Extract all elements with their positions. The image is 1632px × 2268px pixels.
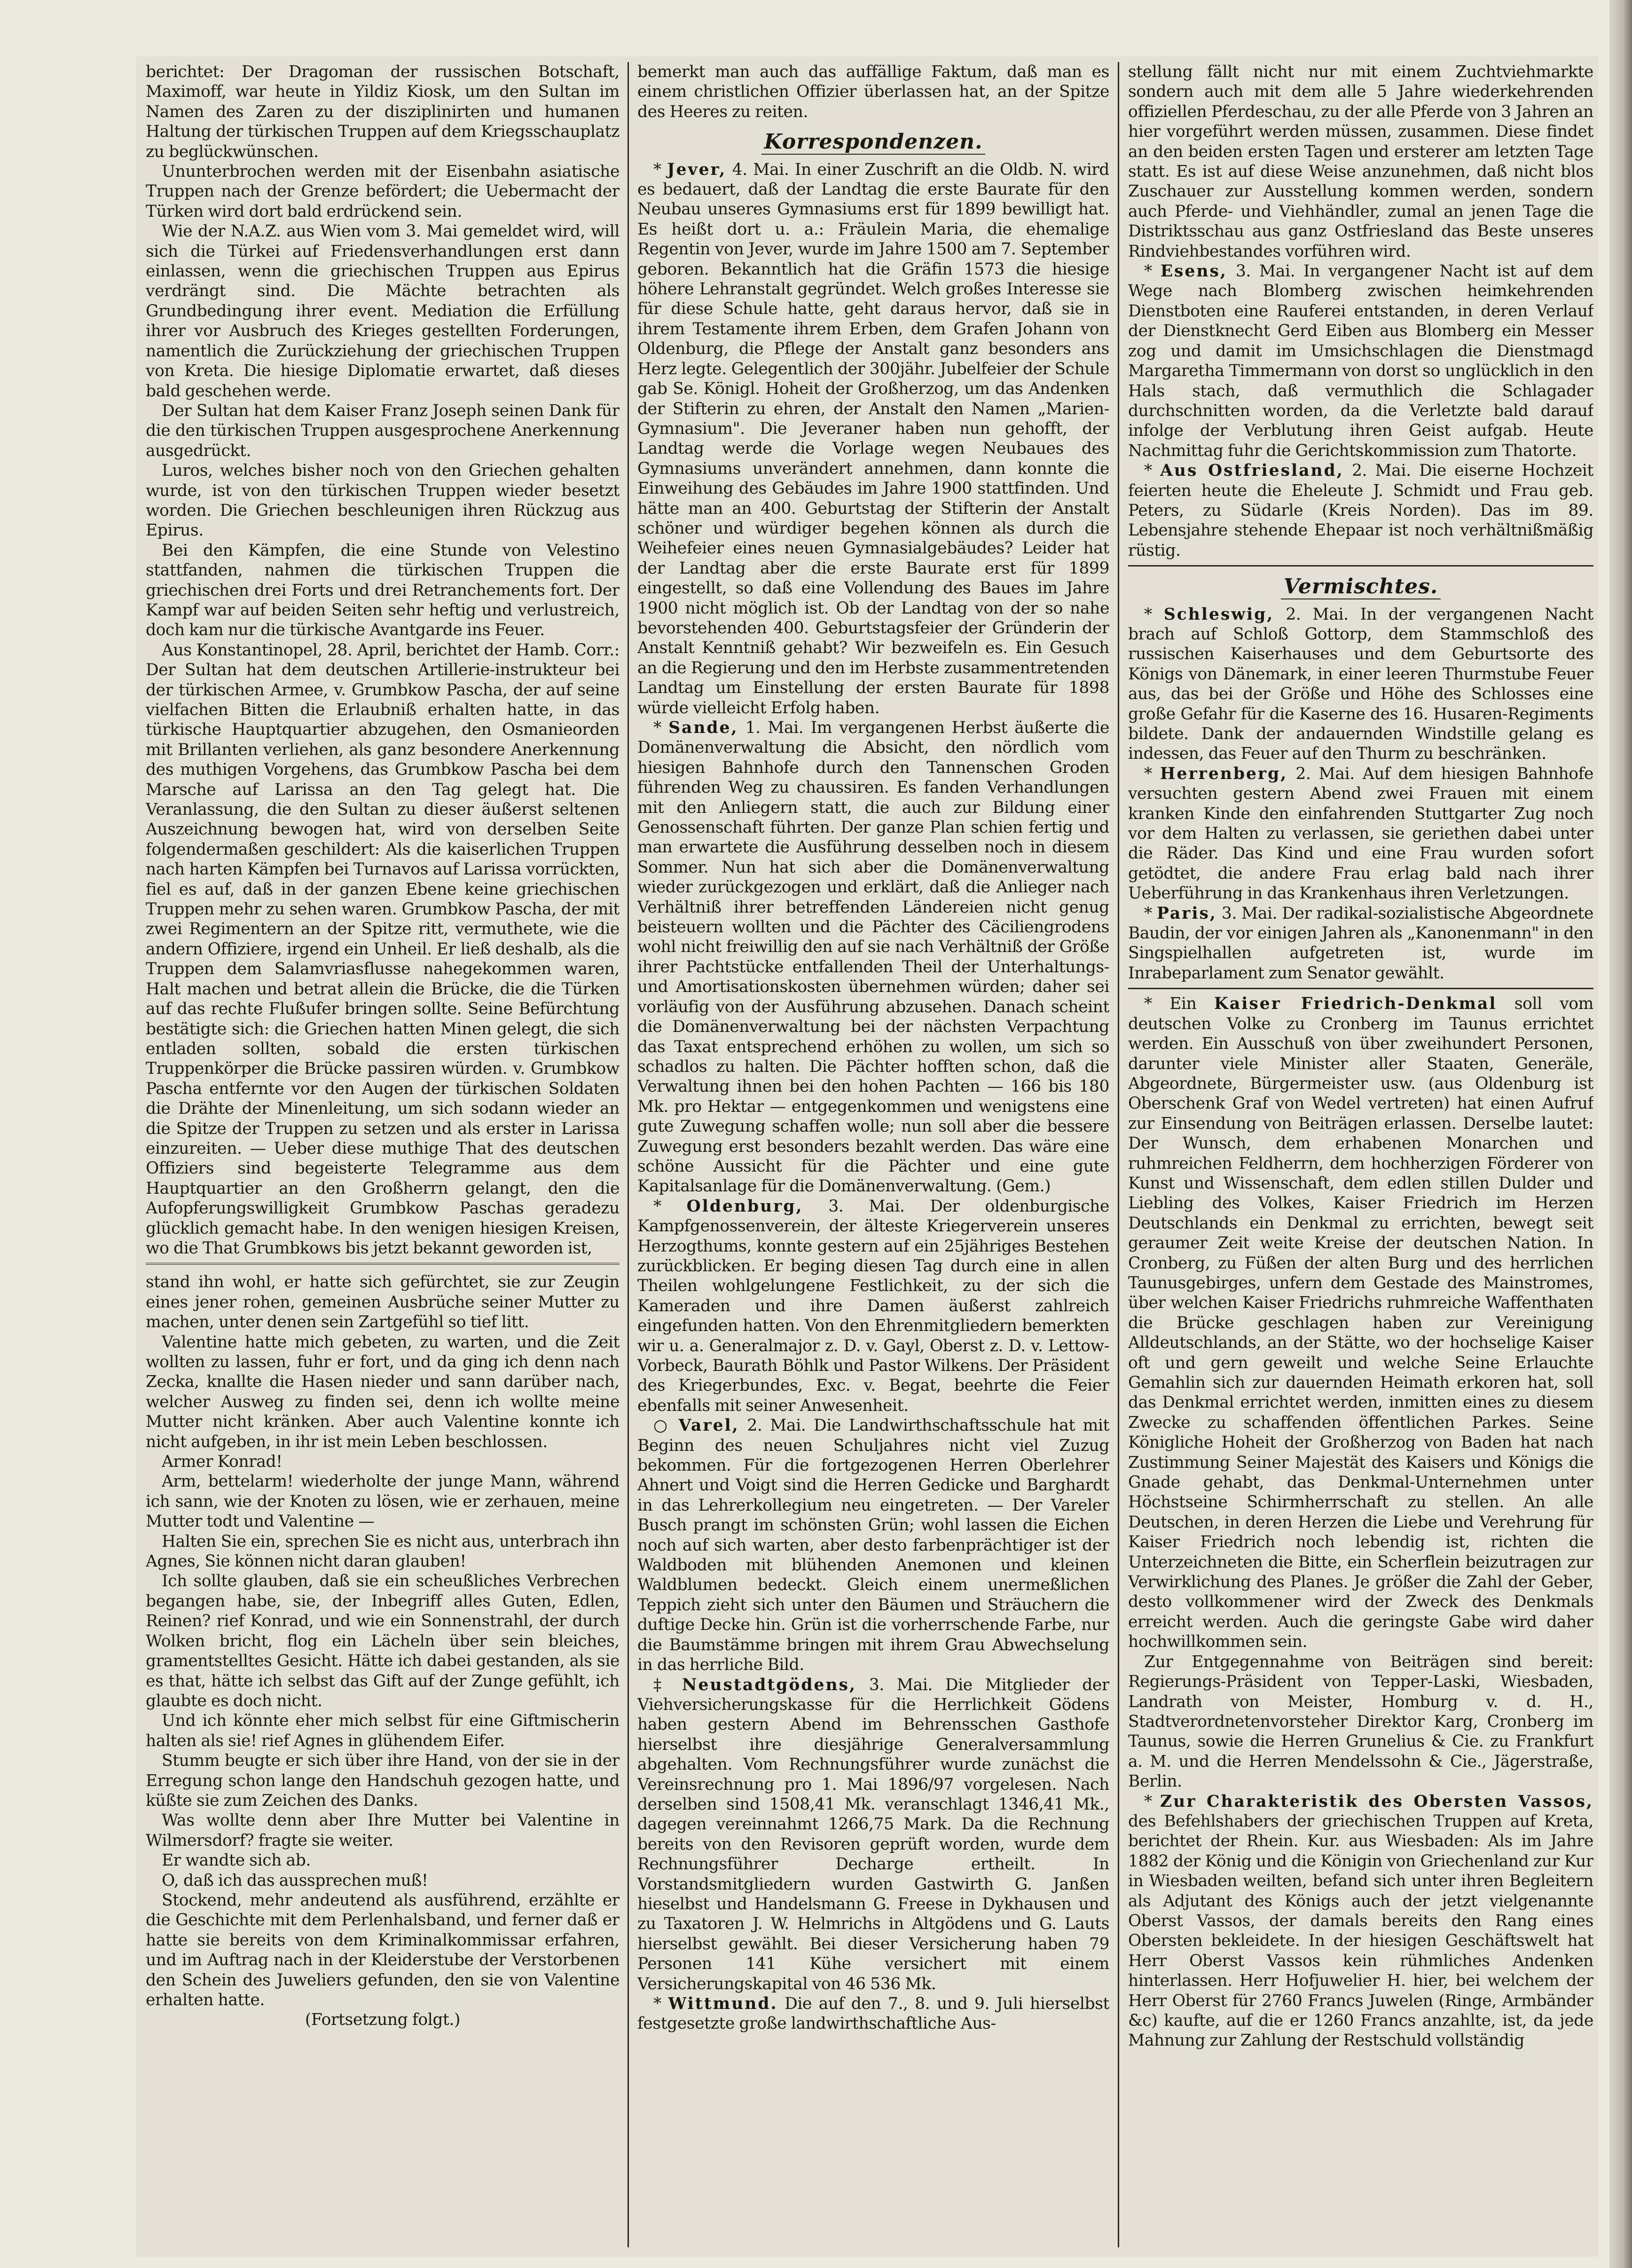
report-esens: * Esens, 3. Mai. In vergangener Nacht ist auf dem Wege nach Blomberg zwischen heimkehrenden Dienstboten eine Rauferei entstanden, in deren Verlauf der Dienstknecht Gerd Eiben aus Blomberg ein Messer zog und damit im Umsichschlagen die Dienstmagd Margaretha Timmermann von dorst so unglücklich in den Hals stach, daß vermuthlich die Schlagader durchschnitten worden, da die Verletzte bald darauf infolge der Verblutung ihren Geist aufgab. Heute Nachmittag fuhr die Gerichtskommission zum Thatorte. [1128,262,1593,460]
report-text: 2. Mai. In der vergangenen Nacht brach auf Schloß Gottorp, dem Stammschloß des russischen Kaiserhauses und dem Geburtsorte des Königs von Dänemark, in einer leeren Thurmstube Feuer aus, das bei der Größe und Höhe des Schlosses eine große Gefahr für die Kaserne des 16. Husaren-Regiments bildete. Dank der andauernden Windstille gelang es indessen, das Feuer auf den Thurm zu beschränken. [1128,605,1593,764]
report-text: 3. Mai. Der radikal-sozialistische Abgeordnete Baudin, der vor einigen Jahren als „Kanonenmann" in den Singspielhallen aufgetreten ist, wurde im Inrabeparlament zum Senator gewählt. [1128,904,1593,983]
dateline: Jever, [667,160,727,179]
feuilleton-paragraph: Was wollte denn aber Ihre Mutter bei Valentine in Wilmersdorf? fragte sie weiter. [146,1811,620,1850]
feuilleton-paragraph: Armer Konrad! [162,1452,282,1472]
feuilleton-paragraph: Und ich könnte eher mich selbst für eine Giftmischerin halten als sie! rief Agnes in glühendem Eifer. [146,1711,620,1750]
report-text: Ein [1169,994,1197,1014]
report-paris: * Paris, 3. Mai. Der radikal-sozialistische Abgeordnete Baudin, der vor einigen Jahren als „Kanonenmann" in den Singspielhallen aufgetreten ist, wurde im Inrabeparlament zum Senator gewählt. [1128,904,1593,983]
report-jever: * Jever, 4. Mai. In einer Zuschrift an die Oldb. N. wird es bedauert, daß der Landtag die erste Baurate für den Neubau unseres Gymnasiums erst für 1899 bewilligt hat. Es heißt dort u. a.: Fräulein Maria, die ehemalige Regentin von Jever, wurde im Jahre 1500 am 7. September geboren. Bekanntlich hat die Gräfin 1573 die hiesige höhere Lehranstalt gegründet. Welch großes Interesse sie für diese Schule hatte, geht daraus hervor, daß sie in ihrem Testamente ihrem Erben, dem Grafen Johann von Oldenburg, die Pflege der Anstalt ganz besonders ans Herz legte. Gelegentlich der 300jähr. Jubelfeier der Schule gab Se. Königl. Hoheit der Großherzog, um das Andenken der Stifterin zu ehren, der Anstalt den Namen „Marien-Gymnasium". Die Jeveraner haben nun gehofft, der Landtag werde die Vorlage wegen Neubaues des Gymnasiums unverändert annehmen, dann konnte die Einweihung des Gebäudes im Jahre 1900 stattfinden. Und hätte man an 400. Geburtstag der Stifterin der Anstalt schöner und würdiger begehen können als durch die Weihefeier eines neuen Gymnasialgebäudes? Leider hat der Landtag aber die erste Baurate erst für 1899 eingestellt, so daß eine Vollendung des Baues im Jahre 1900 nicht möglich ist. Ob der Landtag von der so nahe bevorstehenden 400. Geburtstagsfeier der Gründerin der Anstalt Kenntniß gehabt? Wir bezweifeln es. Ein Gesuch an die Regierung und den im Herbste zusammentretenden Landtag um Einstellung der ersten Baurate für 1898 würde vielleicht Erfolg haben. [637,160,1109,717]
report-text: 2. Mai. Die Landwirthschaftsschule hat mit Beginn des neuen Schuljahres nicht viel Zuzug bekommen. Für die fortgezogenen Herren Oberlehrer Ahnert und Voigt sind die Herren Gedicke und Barghardt in das Lehrerkollegium neu eingetreten. — Der Vareler Busch prangt im schönsten Grün; wohl lassen die Eichen noch auf sich warten, aber desto farbenprächtiger ist der Waldboden mit blühenden Anemonen und kleinen Waldblumen bedeckt. Gleich einem unermeßlichen Teppich zieht sich unter den Bäumen und Sträuchern die duftige Decke hin. Grün ist die vorherrschende Farbe, nur die Baumstämme bringen mit ihrem Grau Abwechselung in das herrliche Bild. [637,1416,1109,1675]
feuilleton-divider [146,1263,620,1266]
article-paragraph: Der Sultan hat dem Kaiser Franz Joseph seinen Dank für die den türkischen Truppen ausgesprochene Anerkennung ausgedrückt. [146,401,620,460]
report-text: des Befehlshabers der griechischen Truppen auf Kreta, berichtet der Rhein. Kur. aus Wiesbaden: Als im Jahre 1882 der König und die Königin von Griechenland zur Kur in Wiesbaden weilten, befand sich unter ihren Begleitern als Adjutant des Königs auch der jetzt vielgenannte Oberst Vassos, der damals bereits den Rang eines Obersten bekleidete. In der hiesigen Geschäftswelt hat Herr Oberst Vassos kein rühmliches Andenken hinterlassen. Herr Hofjuwelier H. hier, bei welchem der Herr Oberst für 2760 Francs Juwelen (Ringe, Armbänder &c) kaufte, auf die er 1260 Francs anzahlte, ist, da jede Mahnung zur Zahlung der Restschuld vollständig [1128,1811,1593,2050]
report-herrenberg: * Herrenberg, 2. Mai. Auf dem hiesigen Bahnhofe versuchten gestern Abend zwei Frauen mit einem kranken Kinde den einfahrenden Stuttgarter Zug noch vor dem Halten zu verlassen, sie geriethen dabei unter die Räder. Das Kind und eine Frau wurden sofort getödtet, die andere Frau erlag bald nach ihrer Ueberführung in das Krankenhaus ihren Verletzungen. [1128,764,1593,903]
section-heading [637,132,1109,152]
dateline: Aus Ostfriesland, [1160,461,1344,480]
report-text: 3. Mai. In vergangener Nacht ist auf dem Wege nach Blomberg zwischen heimkehrenden Dienstboten eine Rauferei entstanden, in deren Verlauf der Dienstknecht Gerd Eiben aus Blomberg ein Messer zog und damit im Umsichschlagen die Dienstmagd Margaretha Timmermann von dorst so unglücklich in den Hals stach, daß vermuthlich die Schlagader durchschnitten worden, da die Verletzte bald darauf infolge der Verblutung ihren Geist aufgab. Heute Nachmittag fuhr die Gerichtskommission zum Thatorte. [1128,262,1593,460]
dateline: Paris, [1156,904,1217,923]
article-paragraph: Aus Konstantinopel, 28. April, berichtet der Hamb. Corr.: Der Sultan hat dem deutschen Artillerie-instrukteur bei der türkischen Armee, v. Grumbkow Pascha, der auf seine vielfachen Bitten die Erlaubniß erhalten hatte, in das türkische Hauptquartier abzugehen, den Osmanieorden mit Brillanten verliehen, als ganz besondere Anerkennung des muthigen Vorgehens, das Grumbkow Pascha bei dem Marsche auf Larissa an den Tag gelegt hat. Die Veranlassung, die den Sultan zu dieser äußerst seltenen Auszeichnung bewogen hat, wird von derselben Seite folgendermaßen geschildert: Als die kaiserlichen Truppen nach harten Kämpfen bei Turnavos auf Larissa vorrückten, fiel es auf, daß in der ganzen Ebene keine griechischen Truppen mehr zu sehen waren. Grumbkow Pascha, der mit zwei Regimentern an der Spitze ritt, vermuthete, wie die andern Offiziere, irgend ein Unheil. Er ließ deshalb, als die Truppen dem Salamvriasflusse nahegekommen waren, Halt machen und betrat allein die Brücke, die die Türken auf das rechte Flußufer bringen sollte. Seine Befürchtung bestätigte sich: die Griechen hatten Minen gelegt, die sich entladen sollten, sobald die ersten türkischen Truppenkörper die Brücke passiren würden. v. Grumbkow Pascha entfernte vor den Augen der türkischen Soldaten die Drähte der Minenleitung, um sich sodann wieder an die Spitze der Truppen zu setzen und als erster in Larissa einzureiten. — Ueber diese muthige That des deutschen Offiziers sind begeisterte Telegramme aus dem Hauptquartier an den Großherrn gelangt, den die Aufopferungswilligkeit Grumbkow Paschas geradezu glücklich gemacht habe. In den wenigen hiesigen Kreisen, wo die That Grumbkows bis jetzt bekannt geworden ist, [146,640,620,1258]
article-paragraph: Ununterbrochen werden mit der Eisenbahn asiatische Truppen nach der Grenze befördert; die Uebermacht der Türken wird dort bald erdrückend sein. [146,162,620,221]
column-rule [1118,62,1119,2247]
section-heading-text: Vermischtes. [1281,575,1441,599]
dateline: Wittmund. [668,1994,778,2013]
article-paragraph: Bei den Kämpfen, die eine Stunde von Velestino stattfanden, nahmen die türkischen Truppen die griechischen drei Forts und drei Retranchements fort. Der Kampf war auf beiden Seiten sehr heftig und verlustreich, doch kam nur die türkische Avantgarde ins Feuer. [146,541,620,640]
column-2 [637,62,1109,2251]
dateline: Schleswig, [1163,605,1274,624]
feuilleton-paragraph: Valentine hatte mich gebeten, zu warten, und die Zeit wollten zu lassen, fuhr er fort, und da ging ich denn nach Zecka, knallte die Hasen nieder und sann darüber nach, welcher Ausweg zu finden sei, denn ich wollte meine Mutter nicht kränken. Aber auch Valentine konnte ich nicht aufgeben, in ihr ist mein Leben beschlossen. [146,1332,620,1451]
article-paragraph: stellung fällt nicht nur mit einem Zuchtviehmarkte sondern auch mit dem alle 5 Jahre wiederkehrenden offiziellen Pferdeschau, zu der alle Pferde von 3 Jahren an hier vorgeführt werden müssen, zusammen. Diese findet an den beiden ersten Tagen und ersterer am letzten Tage statt. Es ist auf diese Weise anzunehmen, daß nicht blos Zuschauer zur Ausstellung kommen werden, sondern auch Pferde- und Viehhändler, zumal an jenen Tage die Distriktsschau aus ganz Ostfriesland das Beste unseres Rindviehbestandes vorführen wird. [1128,63,1593,261]
feuilleton-paragraph: stand ihn wohl, er hatte sich gefürchtet, sie zur Zeugin eines jener rohen, gemeinen Ausbrüche seiner Mutter zu machen, unter denen sein Zartgefühl so tief litt. [146,1273,620,1332]
dateline: Esens, [1160,262,1227,281]
feuilleton-paragraph: Stumm beugte er sich über ihre Hand, von der sie in der Erregung schon lange den Handschuh gezogen hatte, und küßte sie zum Zeichen des Danks. [146,1751,620,1810]
report-text: Die auf den 7., 8. und 9. Juli hierselbst festgesetzte große landwirthschaftliche Aus- [637,1994,1109,2033]
dateline: Kaiser Friedrich-Denkmal [1214,994,1497,1014]
newspaper-page [136,56,1598,2257]
article-paragraph: Luros, welches bisher noch von den Griechen gehalten wurde, ist von den türkischen Truppen wieder besetzt worden. Die Griechen beschleunigen ihren Rückzug aus Epirus. [146,461,620,540]
column-1 [146,62,620,2251]
report-text: 1. Mai. Im vergangenen Herbst äußerte die Domänenverwaltung die Absicht, den nördlich vom hiesigen Bahnhofe durch den Tannenschen Groden führenden Weg zu chaussiren. Es fanden Verhandlungen mit den Anliegern statt, die auch zur Bildung einer Genossenschaft führten. Der ganze Plan schien fertig und man erwartete die Ausführung desselben noch in diesem Sommer. Nun hat sich aber die Domänenverwaltung wieder zurückgezogen und erklärt, daß die Anlieger nach Verhältniß ihrer betreffenden Ländereien nicht genug beisteuern wollten und die Pächter des Cäciliengrodens wohl nicht freiwillig den auf sie nach Verhältniß der Größe ihrer Pachtstücke entfallenden Theil der Unterhaltungs- und Amortisationskosten übernehmen würden; daher sei vorläufig von der Ausführung abzusehen. Danach scheint die Domänenverwaltung bei der nächsten Verpachtung das Taxat entsprechend erhöhen zu wollen, um sich so schadlos zu halten. Die Pächter hofften schon, daß die Verwaltung ihnen bei den hohen Pachten — 166 bis 180 Mk. pro Hektar — entgegenkommen und wenigstens eine gute Zuwegung schaffen wolle; nun soll aber die bessere Zuwegung erst besonders bezahlt werden. Das wäre eine schöne Aussicht für die Pächter und eine gute Kapitalsanlage für die Domänenverwaltung. (Gem.) [637,718,1109,1196]
report-text: 2. Mai. Auf dem hiesigen Bahnhofe versuchten gestern Abend zwei Frauen mit einem kranken Kinde den einfahrenden Stuttgarter Zug noch vor dem Halten zu verlassen, sie geriethen dabei unter die Räder. Das Kind und eine Frau wurden sofort getödtet, die andere Frau erlag bald nach ihrer Ueberführung in das Krankenhaus ihren Verletzungen. [1128,764,1593,903]
feuilleton-paragraph: Stockend, mehr andeutend als ausführend, erzählte er die Geschichte mit dem Perlenhalsband, und ferner daß er hatte sie bereits von dem Kriminalkommissar erfahren, und im Auftrag nach in der Kleiderstube der Verstorbenen den Schein des Juweliers gefunden, den sie von Valentine erhalten hatte. [146,1890,620,2009]
section-heading [1128,577,1593,597]
report-text: 2. Mai. Die eiserne Hochzeit feierten heute die Eheleute J. Schmidt und Frau geb. Peters, zu Südarle (Kreis Norden). Das im 89. Lebensjahre stehende Ehepaar ist noch verhältnißmäßig rüstig. [1128,461,1593,560]
report-text: 3. Mai. Die Mitglieder der Viehversicherungskasse für die Herrlichkeit Gödens haben gestern Abend im Behrensschen Gasthofe hierselbst ihre diesjährige Generalversammlung abgehalten. Vom Rechnungsführer wurde zunächst die Vereinsrechnung pro 1. Mai 1896/97 vorgelesen. Nach derselben sind 1508,41 Mk. veranschlagt 1346,41 Mk., dagegen vereinnahmt 1266,75 Mark. Da die Rechnung bereits von den Revisoren geprüft worden, wurde dem Rechnungsführer Decharge ertheilt. In Vorstandsmitgliedern wurden Gastwirth G. Janßen hieselbst und Handelsmann G. Freese in Dykhausen und zu Taxatoren J. W. Helmrichs in Altgödens und G. Lauts hierselbst gewählt. Bei dieser Versicherung haben 79 Personen 141 Kühe versichert mit einem Versicherungskapital von 46 536 Mk. [637,1675,1109,1993]
continuation-note: (Fortsetzung folgt.) [305,2010,461,2030]
dateline: Zur Charakteristik des Obersten Vassos, [1160,1792,1593,1811]
column-rule [628,62,629,2247]
feuilleton-paragraph: Halten Sie ein, sprechen Sie es nicht aus, unterbrach ihn Agnes, Sie können nicht daran glauben! [146,1532,620,1571]
report-varel: ○ Varel, 2. Mai. Die Landwirthschaftsschule hat mit Beginn des neuen Schuljahres nicht viel Zuzug bekommen. Für die fortgezogenen Herren Oberlehrer Ahnert und Voigt sind die Herren Gedicke und Barghardt in das Lehrerkollegium neu eingetreten. — Der Vareler Busch prangt im schönsten Grün; wohl lassen die Eichen noch auf sich warten, aber desto farbenprächtiger ist der Waldboden mit blühenden Anemonen und kleinen Waldblumen bedeckt. Gleich einem unermeßlichen Teppich zieht sich unter den Bäumen und Sträuchern die duftige Decke hin. Grün ist die vorherrschende Farbe, nur die Baumstämme bringen mit ihrem Grau Abwechselung in das herrliche Bild. [637,1416,1109,1675]
report-oldenburg: * Oldenburg, 3. Mai. Der oldenburgische Kampfgenossenverein, der älteste Kriegerverein unseres Herzogthums, konnte gestern auf ein 25jähriges Bestehen zurückblicken. Er beging diesen Tag durch eine in allen Theilen wohlgelungene Festlichkeit, zu der sich die Kameraden und ihre Damen äußerst zahlreich eingefunden hatten. Von den Ehrenmitgliedern bemerkten wir u. a. Generalmajor z. D. v. Gayl, Oberst z. D. v. Lettow-Vorbeck, Baurath Böhlk und Pastor Wilkens. Der Präsident des Kriegerbundes, Exc. v. Begat, beehrte die Feier ebenfalls mit seiner Anwesenheit. [637,1197,1109,1415]
report-ostfriesland: * Aus Ostfriesland, 2. Mai. Die eiserne Hochzeit feierten heute die Eheleute J. Schmidt und Frau geb. Peters, zu Südarle (Kreis Norden). Das im 89. Lebensjahre stehende Ehepaar ist noch verhältnißmäßig rüstig. [1128,461,1593,560]
feuilleton-paragraph: O, daß ich das aussprechen muß! [162,1871,428,1890]
report-vassos: * Zur Charakteristik des Obersten Vassos, des Befehlshabers der griechischen Truppen auf Kreta, berichtet der Rhein. Kur. aus Wiesbaden: Als im Jahre 1882 der König und die Königin von Griechenland zur Kur in Wiesbaden weilten, befand sich unter ihren Begleitern als Adjutant des Königs auch der jetzt vielgenannte Oberst Vassos, der damals bereits den Rang eines Obersten bekleidete. In der hiesigen Geschäftswelt hat Herr Oberst Vassos kein rühmliches Andenken hinterlassen. Herr Hofjuwelier H. hier, bei welchem der Herr Oberst für 2760 Francs Juwelen (Ringe, Armbänder &c) kaufte, auf die er 1260 Francs anzahlte, ist, da jede Mahnung zur Zahlung der Restschuld vollständig [1128,1792,1593,2050]
report-schleswig: * Schleswig, 2. Mai. In der vergangenen Nacht brach auf Schloß Gottorp, dem Stammschloß des russischen Kaiserhauses und dem Geburtsorte des Königs von Dänemark, in einer leeren Thurmstube Feuer aus, das bei der Größe und Höhe des Schlosses eine große Gefahr für die Kaserne des 16. Husaren-Regiments bildete. Dank der andauernden Windstille gelang es indessen, das Feuer auf den Thurm zu beschränken. [1128,605,1593,764]
article-paragraph: bemerkt man auch das auffällige Faktum, daß man es einem christlichen Offizier überlassen hat, an der Spitze des Heeres zu reiten. [637,63,1109,121]
feuilleton-paragraph: Arm, bettelarm! wiederholte der junge Mann, während ich sann, wie der Knoten zu lösen, wie er zerhauen, meine Mutter todt und Valentine — [146,1472,620,1531]
report-denkmal: * Ein Kaiser Friedrich-Denkmal soll vom deutschen Volke zu Cronberg im Taunus errichtet werden. Ein Ausschuß von über zweihundert Personen, darunter viele Minister aller Staaten, Generäle, Abgeordnete, Bürgermeister usw. (aus Oldenburg ist Oberschenk Graf von Wedel vertreten) hat einen Aufruf zur Einsendung von Beiträgen erlassen. Derselbe lautet: Der Wunsch, dem erhabenen Monarchen und ruhmreichen Feldherrn, dem hochherzigen Förderer von Kunst und Wissenschaft, dem edlen stillen Dulder und Liebling des Volkes, Kaiser Friedrich im Herzen Deutschlands ein Denkmal zu errichten, bewegt seit geraumer Zeit weite Kreise der deutschen Nation. In Cronberg, zu Füßen der alten Burg und des herrlichen Taunusgebirges, unfern dem Gestade des Mainstromes, über welchen Kaiser Friedrichs ruhmreiche Waffenthaten die Brücke geschlagen haben zur Vereinigung Alldeutschlands, an der Stätte, wo der hochselige Kaiser oft und gern geweilt und welche Seine Erlauchte Gemahlin sich zur dauernden Heimath erkoren hat, soll das Denkmal errichtet werden, inmitten eines zu diesem Zwecke zu schaffenden öffentlichen Parkes. Seine Königliche Hoheit der Großherzog von Baden hat nach Zustimmung Seiner Majestät des Kaisers und Königs die Gnade gehabt, das Denkmal-Unternehmen unter Höchstseine Schirmherrschaft zu stellen. An alle Deutschen, in deren Herzen die Liebe und Verehrung für Kaiser Friedrich noch lebendig ist, richten die Unterzeichneten die Bitte, ein Scherflein beizutragen zur Verwirklichung des Planes. Je größer die Zahl der Geber, desto vollkommener wird der Zweck des Denkmals erreicht werden. Auch die geringste Gabe wird daher hochwillkommen sein. [1128,994,1593,1652]
article-paragraph: Wie der N.A.Z. aus Wien vom 3. Mai gemeldet wird, will sich die Türkei auf Friedensverhandlungen erst dann einlassen, wenn die griechischen Truppen aus Epirus verdrängt sind. Die Mächte betrachten als Grundbedingung ihrer event. Mediation die Erfüllung ihrer vor Ausbruch des Krieges gestellten Forderungen, namentlich die Zurückziehung der griechischen Truppen von Kreta. Die hiesige Diplomatie erwartet, daß dieses bald geschehen werde. [146,222,620,401]
report-text: 3. Mai. Der oldenburgische Kampfgenossenverein, der älteste Kriegerverein unseres Herzogthums, konnte gestern auf ein 25jähriges Bestehen zurückblicken. Er beging diesen Tag durch eine in allen Theilen wohlgelungene Festlichkeit, zu der sich die Kameraden und ihre Damen äußerst zahlreich eingefunden hatten. Von den Ehrenmitgliedern bemerkten wir u. a. Generalmajor z. D. v. Gayl, Oberst z. D. v. Lettow-Vorbeck, Baurath Böhlk und Pastor Wilkens. Der Präsident des Kriegerbundes, Exc. v. Begat, beehrte die Feier ebenfalls mit seiner Anwesenheit. [637,1197,1109,1415]
feuilleton-paragraph: Er wandte sich ab. [162,1851,311,1870]
report-sande: * Sande, 1. Mai. Im vergangenen Herbst äußerte die Domänenverwaltung die Absicht, den nördlich vom hiesigen Bahnhofe durch den Tannenschen Groden führenden Weg zu chaussiren. Es fanden Verhandlungen mit den Anliegern statt, die auch zur Bildung einer Genossenschaft führten. Der ganze Plan schien fertig und man erwartete die Ausführung desselben noch in diesem Sommer. Nun hat sich aber die Domänenverwaltung wieder zurückgezogen und erklärt, daß die Anlieger nach Verhältniß ihrer betreffenden Ländereien nicht genug beisteuern wollten und die Pächter des Cäciliengrodens wohl nicht freiwillig den auf sie nach Verhältniß der Größe ihrer Pachtstücke entfallenden Theil der Unterhaltungs- und Amortisationskosten übernehmen würden; daher sei vorläufig von der Ausführung abzusehen. Danach scheint die Domänenverwaltung bei der nächsten Verpachtung das Taxat entsprechend erhöhen zu wollen, um sich so schadlos zu halten. Die Pächter hofften schon, daß die Verwaltung ihnen bei den hohen Pachten — 166 bis 180 Mk. pro Hektar — entgegenkommen und wenigstens eine gute Zuwegung schaffen wolle; nun soll aber die bessere Zuwegung erst besonders bezahlt werden. Das wäre eine schöne Aussicht für die Pächter und eine gute Kapitalsanlage für die Domänenverwaltung. (Gem.) [637,718,1109,1196]
column-3 [1128,62,1593,2251]
section-divider [1128,988,1593,989]
article-paragraph: Zur Entgegennahme von Beiträgen sind bereit: Regierungs-Präsident von Tepper-Laski, Wiesbaden, Landrath von Meister, Homburg v. d. H., Stadtverordnetenvorsteher Direktor Karg, Cronberg im Taunus, sowie die Herren Grunelius & Cie. zu Frankfurt a. M. und die Herren Mendelssohn & Cie., Jägerstraße, Berlin. [1128,1652,1593,1791]
article-paragraph: berichtet: Der Dragoman der russischen Botschaft, Maximoff, war heute in Yildiz Kiosk, um den Sultan im Namen des Zaren zu der disziplinirten und humanen Haltung der türkischen Truppen auf dem Kriegsschauplatz zu beglückwünschen. [146,63,620,161]
report-neustadtgoedens: ‡ Neustadtgödens, 3. Mai. Die Mitglieder der Viehversicherungskasse für die Herrlichkeit Gödens haben gestern Abend im Behrensschen Gasthofe hierselbst ihre diesjährige Generalversammlung abgehalten. Vom Rechnungsführer wurde zunächst die Vereinsrechnung pro 1. Mai 1896/97 vorgelesen. Nach derselben sind 1508,41 Mk. veranschlagt 1346,41 Mk., dagegen vereinnahmt 1266,75 Mark. Da die Rechnung bereits von den Revisoren geprüft worden, wurde dem Rechnungsführer Decharge ertheilt. In Vorstandsmitgliedern wurden Gastwirth G. Janßen hieselbst und Handelsmann G. Freese in Dykhausen und zu Taxatoren J. W. Helmrichs in Altgödens und G. Lauts hierselbst gewählt. Bei dieser Versicherung haben 79 Personen 141 Kühe versichert mit einem Versicherungskapital von 46 536 Mk. [637,1675,1109,1993]
section-divider [1128,565,1593,567]
report-text: 4. Mai. In einer Zuschrift an die Oldb. N. wird es bedauert, daß der Landtag die erste Baurate für den Neubau unseres Gymnasiums erst für 1899 bewilligt hat. Es heißt dort u. a.: Fräulein Maria, die ehemalige Regentin von Jever, wurde im Jahre 1500 am 7. September geboren. Bekanntlich hat die Gräfin 1573 die hiesige höhere Lehranstalt gegründet. Welch großes Interesse sie für diese Schule hatte, geht daraus hervor, daß sie in ihrem Testamente ihrem Erben, dem Grafen Johann von Oldenburg, die Pflege der Anstalt ganz besonders ans Herz legte. Gelegentlich der 300jähr. Jubelfeier der Schule gab Se. Königl. Hoheit der Großherzog, um das Andenken der Stifterin zu ehren, der Anstalt den Namen „Marien-Gymnasium". Die Jeveraner haben nun gehofft, der Landtag werde die Vorlage wegen Neubaues des Gymnasiums unverändert annehmen, dann konnte die Einweihung des Gebäudes im Jahre 1900 stattfinden. Und hätte man an 400. Geburtstag der Stifterin der Anstalt schöner und würdiger begehen können als durch die Weihefeier eines neuen Gymnasialgebäudes? Leider hat der Landtag aber die erste Baurate erst für 1899 eingestellt, so daß eine Vollendung des Baues im Jahre 1900 nicht möglich ist. Ob der Landtag von der so nahe bevorstehenden 400. Geburtstagsfeier der Gründerin der Anstalt Kenntniß gehabt? Wir bezweifeln es. Ein Gesuch an die Regierung und den im Herbste zusammentretenden Landtag um Einstellung der ersten Baurate für 1898 würde vielleicht Erfolg haben. [637,160,1109,717]
section-heading-text: Korrespondenzen. [761,130,986,155]
dateline: Neustadtgödens, [682,1675,856,1694]
report-text: soll vom deutschen Volke zu Cronberg im Taunus errichtet werden. Ein Ausschuß von über zweihundert Personen, darunter viele Minister aller Staaten, Generäle, Abgeordnete, Bürgermeister usw. (aus Oldenburg ist Oberschenk Graf von Wedel vertreten) hat einen Aufruf zur Einsendung von Beiträgen erlassen. Derselbe lautet: Der Wunsch, dem erhabenen Monarchen und ruhmreichen Feldherrn, dem hochherzigen Förderer von Kunst und Wissenschaft, dem edlen stillen Dulder und Liebling des Volkes, Kaiser Friedrich im Herzen Deutschlands ein Denkmal zu errichten, bewegt seit geraumer Zeit weite Kreise der deutschen Nation. In Cronberg, zu Füßen der alten Burg und des herrlichen Taunusgebirges, unfern dem Gestade des Mainstromes, über welchen Kaiser Friedrichs ruhmreiche Waffenthaten die Brücke geschlagen haben zur Vereinigung Alldeutschlands, an der Stätte, wo der hochselige Kaiser oft und gern geweilt und welche Seine Erlauchte Gemahlin sich zur dauernden Heimath erkoren hat, soll das Denkmal errichtet werden, inmitten eines zu diesem Zwecke zu schaffenden öffentlichen Parkes. Seine Königliche Hoheit der Großherzog von Baden hat nach Zustimmung Seiner Majestät des Kaisers und Königs die Gnade gehabt, das Denkmal-Unternehmen unter Höchstseine Schirmherrschaft zu stellen. An alle Deutschen, in deren Herzen die Liebe und Verehrung für Kaiser Friedrich noch lebendig ist, richten die Unterzeichneten die Bitte, ein Scherflein beizutragen zur Verwirklichung des Planes. Je größer die Zahl der Geber, desto vollkommener wird der Zweck des Denkmals erreicht werden. Auch die geringste Gabe wird daher hochwillkommen sein. [1128,994,1593,1652]
dateline: Oldenburg, [686,1197,803,1216]
dateline: Herrenberg, [1160,764,1288,783]
dateline: Varel, [678,1416,739,1435]
page-edge-shadow [1609,0,1632,2268]
feuilleton-paragraph: Ich sollte glauben, daß sie ein scheußliches Verbrechen begangen habe, sie, der Inbegriff alles Guten, Edlen, Reinen? rief Konrad, und wie ein Sonnenstrahl, der durch Wolken bricht, flog ein Lächeln über sein bleiches, gramentstelltes Gesicht. Hätte ich dabei gestanden, als sie es that, hätte ich selbst das Gift auf der Zunge gefühlt, ich glaubte es doch nicht. [146,1572,620,1710]
dateline: Sande, [668,718,738,737]
report-wittmund: * Wittmund. Die auf den 7., 8. und 9. Juli hierselbst festgesetzte große landwirthschaftliche Aus- [637,1994,1109,2033]
